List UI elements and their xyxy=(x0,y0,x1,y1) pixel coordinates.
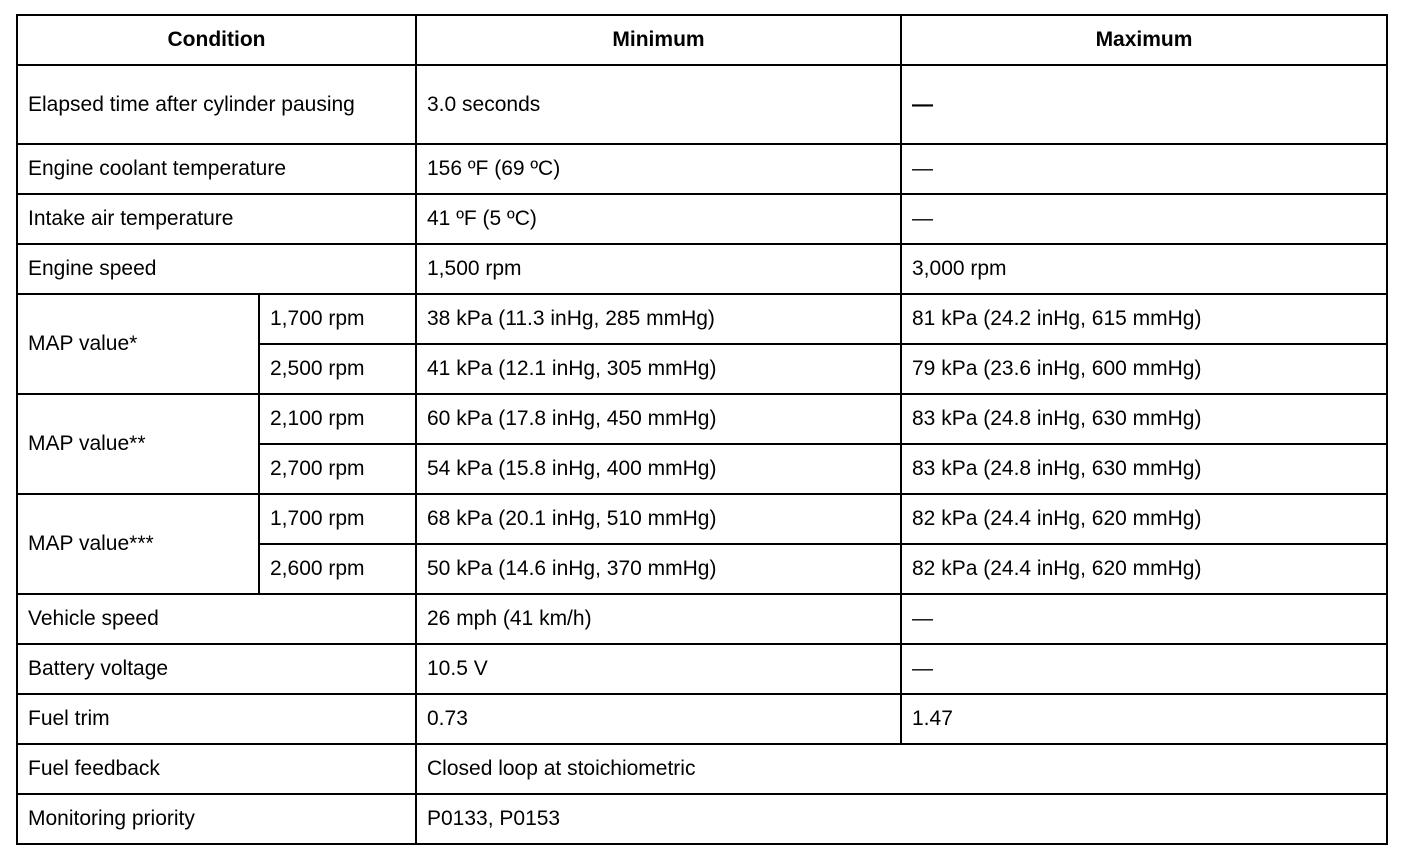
maximum-cell: — xyxy=(901,594,1387,644)
condition-cell: MAP value** xyxy=(17,394,259,494)
maximum-cell: — xyxy=(901,65,1387,144)
header-condition: Condition xyxy=(17,15,416,65)
minimum-cell: 1,500 rpm xyxy=(416,244,901,294)
minimum-cell: 38 kPa (11.3 inHg, 285 mmHg) xyxy=(416,294,901,344)
maximum-cell: — xyxy=(901,144,1387,194)
condition-cell: Engine speed xyxy=(17,244,416,294)
spec-table xyxy=(16,14,1388,845)
rpm-cell: 2,700 rpm xyxy=(259,444,416,494)
minimum-cell: 54 kPa (15.8 inHg, 400 mmHg) xyxy=(416,444,901,494)
header-row xyxy=(17,15,1387,65)
rpm-cell: 1,700 rpm xyxy=(259,294,416,344)
minimum-cell: 41 kPa (12.1 inHg, 305 mmHg) xyxy=(416,344,901,394)
minimum-cell: 10.5 V xyxy=(416,644,901,694)
condition-cell: MAP value* xyxy=(17,294,259,394)
minimum-cell: 156 ºF (69 ºC) xyxy=(416,144,901,194)
rpm-cell: 2,100 rpm xyxy=(259,394,416,444)
value-cell: Closed loop at stoichiometric xyxy=(416,744,1387,794)
rpm-cell: 2,500 rpm xyxy=(259,344,416,394)
condition-cell: Fuel feedback xyxy=(17,744,416,794)
condition-cell: Intake air temperature xyxy=(17,194,416,244)
condition-cell: Fuel trim xyxy=(17,694,416,744)
table-row xyxy=(17,294,1387,344)
table-row xyxy=(17,694,1387,744)
table-row xyxy=(17,494,1387,544)
table-row xyxy=(17,794,1387,844)
condition-cell: Elapsed time after cylinder pausing xyxy=(17,65,416,144)
maximum-cell: 1.47 xyxy=(901,694,1387,744)
minimum-cell: 68 kPa (20.1 inHg, 510 mmHg) xyxy=(416,494,901,544)
table-row xyxy=(17,244,1387,294)
maximum-cell: 3,000 rpm xyxy=(901,244,1387,294)
condition-cell: Engine coolant temperature xyxy=(17,144,416,194)
minimum-cell: 50 kPa (14.6 inHg, 370 mmHg) xyxy=(416,544,901,594)
condition-cell: MAP value*** xyxy=(17,494,259,594)
value-cell: P0133, P0153 xyxy=(416,794,1387,844)
table-row xyxy=(17,144,1387,194)
rpm-cell: 2,600 rpm xyxy=(259,544,416,594)
table-row xyxy=(17,394,1387,444)
table-row xyxy=(17,594,1387,644)
maximum-cell: 82 kPa (24.4 inHg, 620 mmHg) xyxy=(901,494,1387,544)
maximum-cell: 79 kPa (23.6 inHg, 600 mmHg) xyxy=(901,344,1387,394)
maximum-cell: 83 kPa (24.8 inHg, 630 mmHg) xyxy=(901,444,1387,494)
condition-cell: Vehicle speed xyxy=(17,594,416,644)
condition-cell: Monitoring priority xyxy=(17,794,416,844)
header-minimum: Minimum xyxy=(416,15,901,65)
header-maximum: Maximum xyxy=(901,15,1387,65)
minimum-cell: 26 mph (41 km/h) xyxy=(416,594,901,644)
table-row xyxy=(17,744,1387,794)
maximum-cell: — xyxy=(901,644,1387,694)
maximum-cell: 81 kPa (24.2 inHg, 615 mmHg) xyxy=(901,294,1387,344)
table-row xyxy=(17,194,1387,244)
minimum-cell: 3.0 seconds xyxy=(416,65,901,144)
table-row xyxy=(17,65,1387,144)
rpm-cell: 1,700 rpm xyxy=(259,494,416,544)
minimum-cell: 60 kPa (17.8 inHg, 450 mmHg) xyxy=(416,394,901,444)
condition-cell: Battery voltage xyxy=(17,644,416,694)
maximum-cell: 83 kPa (24.8 inHg, 630 mmHg) xyxy=(901,394,1387,444)
table-row xyxy=(17,644,1387,694)
minimum-cell: 41 ºF (5 ºC) xyxy=(416,194,901,244)
minimum-cell: 0.73 xyxy=(416,694,901,744)
maximum-cell: 82 kPa (24.4 inHg, 620 mmHg) xyxy=(901,544,1387,594)
maximum-cell: — xyxy=(901,194,1387,244)
